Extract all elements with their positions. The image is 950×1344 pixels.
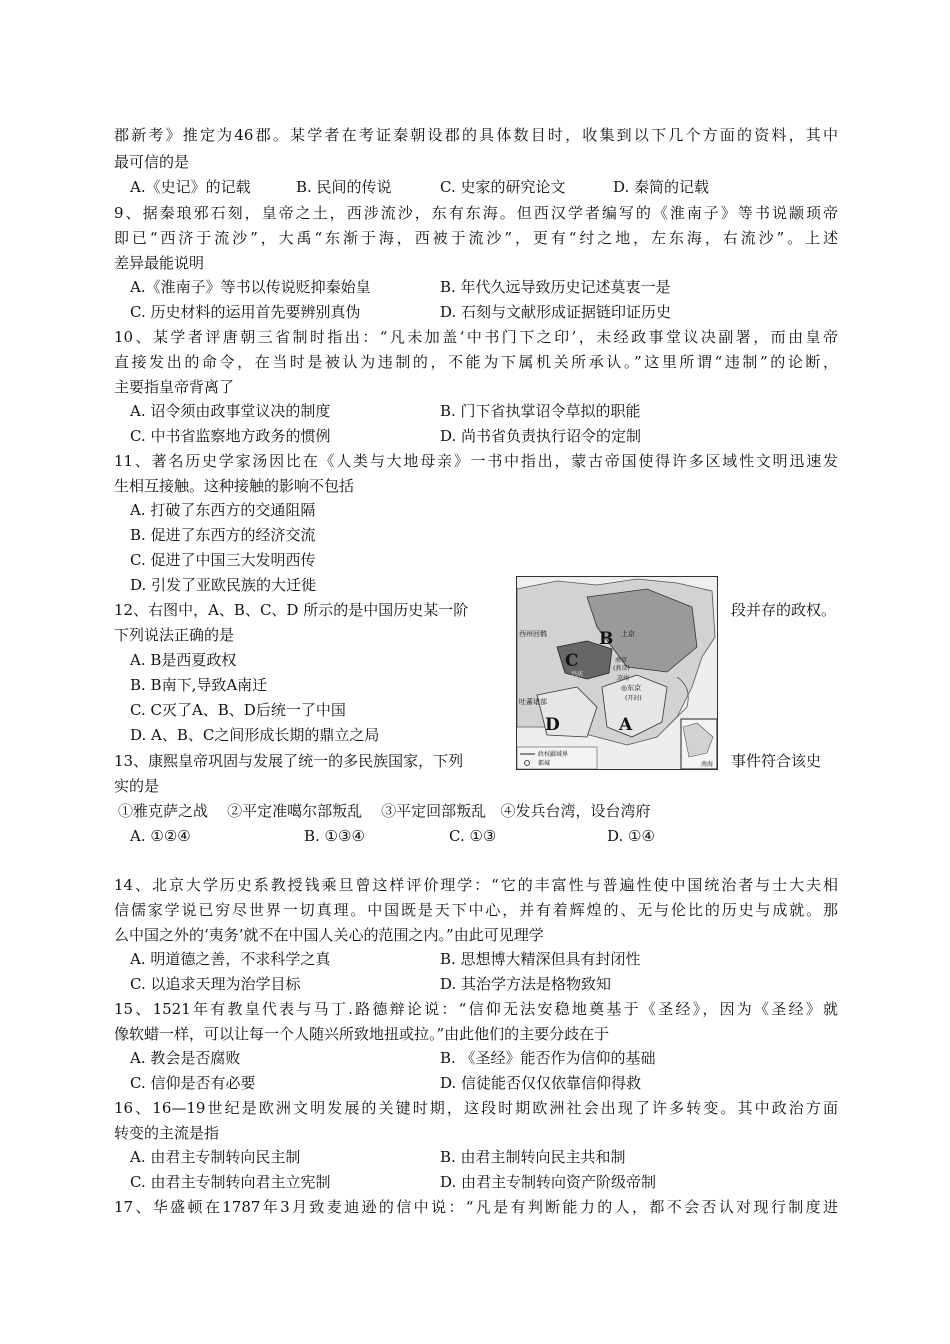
option-c: C. C灭了A、B、D后统一了中国 xyxy=(130,701,346,719)
map-label-d: D xyxy=(545,715,560,735)
option-b: B. ①③④ xyxy=(304,827,365,845)
option-d: D. 由君主专制转向资产阶级帝制 xyxy=(440,1173,657,1191)
question-8-text-line: 郡新考》推定为46郡。某学者在考证秦朝设郡的具体数目时，收集到以下几个方面的资料，其中 xyxy=(114,126,838,144)
option-b: B. 门下省执掌诏令草拟的职能 xyxy=(440,402,641,420)
question-12-text-line: 下列说法正确的是 xyxy=(114,626,235,644)
option-a: A. 明道德之善，不求科学之真 xyxy=(130,950,331,968)
option-d: D. 秦简的记载 xyxy=(613,178,710,196)
question-14-text-line: 14、北京大学历史系教授钱乘旦曾这样评价理学：“它的丰富性与普遍性使中国统治者与士大夫相 xyxy=(114,876,838,894)
question-13-text-line-end: 事件符合该史 xyxy=(731,752,822,770)
map-label-dongjing: ◎东京 xyxy=(621,684,642,692)
question-11-text-line: 生相互接触。这种接触的影响不包括 xyxy=(114,477,355,495)
map-label-liangzhou: 凉州 xyxy=(617,675,630,682)
question-15-text-line: 15、1521年有教皇代表与马丁.路德辩论说：“信仰无法安稳地奠基于《圣经》，因为《圣经》就 xyxy=(114,1000,838,1018)
question-10-text-line: 直接发出的命令，在当时是被认为违制的，不能为下属机关所承认。”这里所谓“违制”的论断， xyxy=(114,353,838,371)
option-a: A. 打破了东西方的交通阻隔 xyxy=(130,501,316,519)
question-9-text-line: 即已“西济于流沙”，大禹“东渐于海，西被于流沙”，更有“纣之地，左东海，右流沙”。上述 xyxy=(114,229,838,247)
question-14-text-line: 么中国之外的‘夷务’就不在中国人关心的范围之内。”由此可见理学 xyxy=(114,926,544,944)
map-label-kaifeng: (开封) xyxy=(625,695,642,702)
question-15-text-line: 像软蜡一样，可以让每一个人随兴所致地扭或拉。”由此他们的主要分歧在于 xyxy=(114,1025,610,1043)
option-d: D. 石刻与文献形成证据链印证历史 xyxy=(440,303,672,321)
option-c: C. 促进了中国三大发明西传 xyxy=(130,551,316,569)
option-d: D. 尚书省负责执行诏令的定制 xyxy=(440,427,642,445)
question-13-text-line: 13、康熙皇帝巩固与发展了统一的多民族国家，下列 xyxy=(114,752,464,770)
map-label-shangjing: 上京 xyxy=(621,630,635,638)
option-c: C. 信仰是否有必要 xyxy=(130,1074,256,1092)
option-c: C. 由君主专制转向君主立宪制 xyxy=(130,1173,331,1191)
option-d: D. ①④ xyxy=(607,827,655,845)
option-b: B. 思想博大精深但具有封闭性 xyxy=(440,950,641,968)
map-label-nanjing: 南京 xyxy=(615,657,628,664)
option-c: C. 史家的研究论文 xyxy=(440,178,566,196)
option-b: B. 促进了东西方的经济交流 xyxy=(130,526,316,544)
question-12-text-line-end: 段并存的政权。 xyxy=(731,601,837,619)
question-11-text-line: 11、著名历史学家汤因比在《人类与大地母亲》一书中指出，蒙古帝国使得许多区域性文明迅速发 xyxy=(114,452,838,470)
question-13-items: ①雅克萨之战 ②平定准噶尔部叛乱 ③平定回部叛乱 ④发兵台湾，设台湾府 xyxy=(118,802,651,820)
question-9-text-line: 9、据秦琅邪石刻，皇帝之土，西涉流沙，东有东海。但西汉学者编写的《淮南子》等书说颛顼帝 xyxy=(114,204,838,222)
option-d: D. A、B、C之间形成长期的鼎立之局 xyxy=(130,726,380,744)
question-17-text-line: 17、华盛顿在1787年3月致麦迪逊的信中说：“凡是有判断能力的人，都不会否认对现行制度进 xyxy=(114,1198,838,1216)
question-16-text-line: 16、16—19世纪是欧洲文明发展的关键时期，这段时期欧洲社会出现了许多转变。其中政治方面 xyxy=(114,1099,838,1117)
map-label-yanjing: (燕京) xyxy=(613,665,630,672)
question-10-text-line: 10、某学者评唐朝三省制时指出：“凡未加盖‘中书门下之印’，未经政事堂议决副署，而由皇帝 xyxy=(114,328,838,346)
question-16-text-line: 转变的主流是指 xyxy=(114,1124,220,1142)
option-a: A.《史记》的记载 xyxy=(130,178,251,196)
option-c: C. 中书省监察地方政务的惯例 xyxy=(130,427,331,445)
map-inset-label: 南海 xyxy=(701,761,714,768)
map-label-a: A xyxy=(619,715,633,735)
map-label-xingqing: 兴庆 xyxy=(571,671,584,678)
option-a: A. 诏令须由政事堂议决的制度 xyxy=(130,402,331,420)
option-c: C. 历史材料的运用首先要辨别真伪 xyxy=(130,303,361,321)
question-12-text-line: 12、右图中，A、B、C、D 所示的是中国历史某一阶 xyxy=(114,601,469,619)
option-c: C. 以追求天理为治学目标 xyxy=(130,975,301,993)
historical-map xyxy=(516,576,718,770)
option-a: A. ①②④ xyxy=(130,827,191,845)
question-14-text-line: 信儒家学说已穷尽世界一切真理。中国既是天下中心，并有着辉煌的、无与伦比的历史与成就。那 xyxy=(114,901,838,919)
option-d: D. 信徒能否仅仅依靠信仰得救 xyxy=(440,1074,642,1092)
map-label-c: C xyxy=(565,651,579,671)
question-9-text-line: 差异最能说明 xyxy=(114,254,205,272)
option-c: C. ①③ xyxy=(449,827,497,845)
option-b: B. 年代久远导致历史记述莫衷一是 xyxy=(440,278,671,296)
option-b: B. 民间的传说 xyxy=(296,178,392,196)
option-a: A. 教会是否腐败 xyxy=(130,1049,241,1067)
question-13-text-line: 实的是 xyxy=(114,777,160,795)
option-a: A.《淮南子》等书以传说贬抑秦始皇 xyxy=(130,278,371,296)
option-a: A. B是西夏政权 xyxy=(130,651,237,669)
question-8-text-line: 最可信的是 xyxy=(114,153,190,171)
option-d: D. 引发了亚欧民族的大迁徙 xyxy=(130,576,317,594)
option-a: A. 由君主专制转向民主制 xyxy=(130,1148,301,1166)
option-d: D. 其治学方法是格物致知 xyxy=(440,975,612,993)
map-label-west-uighur: 西州回鹘 xyxy=(519,630,547,638)
legend-capital-label: 都城 xyxy=(538,760,551,767)
map-label-tubo: 吐蕃诸部 xyxy=(519,698,547,706)
option-b: B. 由君主制转向民主共和制 xyxy=(440,1148,626,1166)
question-10-text-line: 主要指皇帝背离了 xyxy=(114,378,235,396)
legend-border-label: 政权疆域界 xyxy=(538,751,569,758)
map-label-b: B xyxy=(599,629,614,649)
option-b: B. B南下,导致A南迁 xyxy=(130,676,268,694)
option-b: B. 《圣经》能否作为信仰的基础 xyxy=(440,1049,656,1067)
